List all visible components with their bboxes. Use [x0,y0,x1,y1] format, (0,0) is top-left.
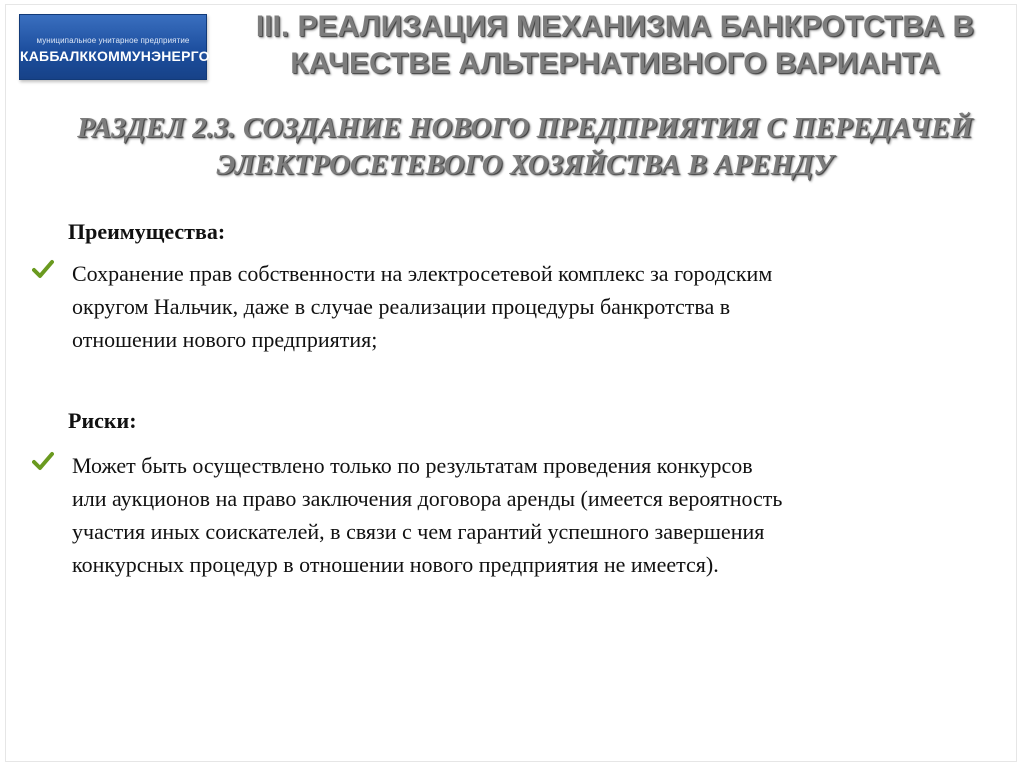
section-title-line: ЭЛЕКТРОСЕТЕВОГО ХОЗЯЙСТВА В АРЕНДУ [216,149,834,181]
advantages-bullet [32,257,992,362]
bullet-line: или аукционов на право заключения договора аренды (имеется вероятность [72,486,783,511]
logo-subtitle: муниципальное унитарное предприятие [36,36,190,45]
bullet-line: округом Нальчик, даже в случае реализации процедуры банкротства в [72,294,731,319]
section-title-line: РАЗДЕЛ 2.3. СОЗДАНИЕ НОВОГО ПРЕДПРИЯТИЯ С ПЕРЕДАЧЕЙ [77,112,973,144]
bullet-line: отношении нового предприятия; [72,327,378,352]
bullet-line: конкурсных процедур в отношении нового предприятия не имеется). [72,552,719,577]
company-logo [19,14,210,80]
logo-name: КАББАЛККОММУНЭНЕРГО [20,48,210,64]
risks-bullet [32,449,992,589]
slide-title-line: КАЧЕСТВЕ АЛЬТЕРНАТИВНОГО ВАРИАНТА [290,47,940,80]
bullet-line: участия иных соискателей, в связи с чем гарантий успешного завершения [72,519,765,544]
slide-title-line: III. РЕАЛИЗАЦИЯ МЕХАНИЗМА БАНКРОТСТВА В [255,10,975,43]
checkmark-icon [32,259,54,279]
checkmark-icon [32,451,54,471]
risks-heading: Риски: [68,408,137,433]
risks-text [72,449,1002,581]
section-title [40,110,1010,184]
slide-title [230,8,1000,82]
bullet-line: Сохранение прав собственности на электросетевой комплекс за городским [72,261,773,286]
bullet-line: Может быть осуществлено только по результатам проведения конкурсов [72,453,753,478]
advantages-text [72,257,1002,356]
advantages-heading: Преимущества: [68,219,226,244]
